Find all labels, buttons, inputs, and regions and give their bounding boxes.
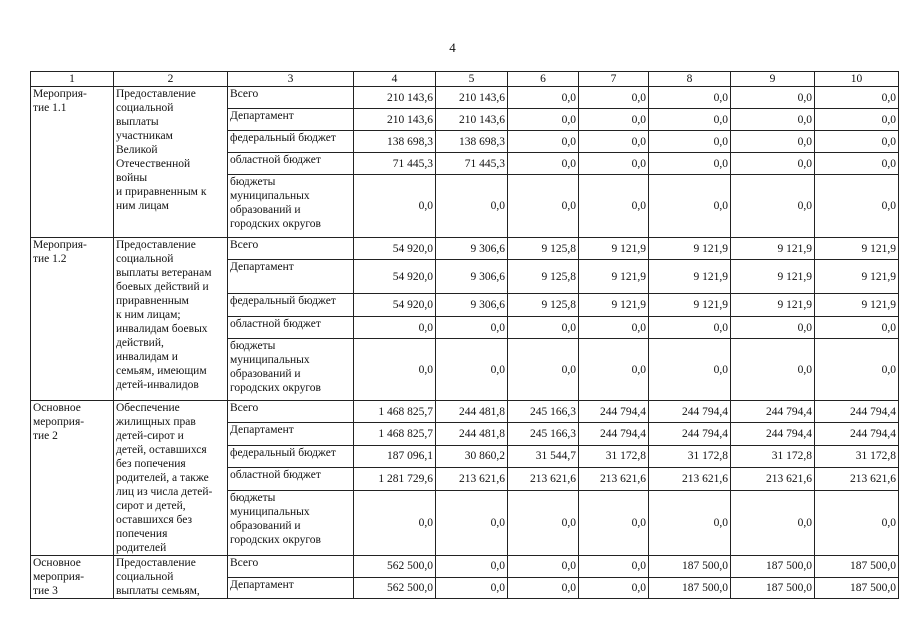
value-cell: 9 306,6 (436, 238, 508, 260)
value-cell: 1 281 729,6 (354, 467, 436, 490)
value-cell: 187 500,0 (649, 577, 731, 599)
value-cell: 0,0 (579, 153, 649, 175)
value-cell: 213 621,6 (731, 467, 815, 490)
value-cell: 244 481,8 (436, 423, 508, 445)
value-cell: 138 698,3 (354, 131, 436, 153)
funding-source: Всего (228, 556, 354, 578)
value-cell: 0,0 (508, 153, 579, 175)
value-cell: 1 468 825,7 (354, 401, 436, 423)
value-cell: 9 121,9 (815, 260, 899, 294)
value-cell: 562 500,0 (354, 577, 436, 599)
column-header: 9 (731, 72, 815, 87)
value-cell: 213 621,6 (436, 467, 508, 490)
value-cell: 187 096,1 (354, 445, 436, 467)
value-cell: 0,0 (649, 87, 731, 109)
funding-source: Департамент (228, 260, 354, 294)
value-cell: 245 166,3 (508, 401, 579, 423)
funding-source: Департамент (228, 423, 354, 445)
value-cell: 0,0 (579, 339, 649, 401)
column-header: 4 (354, 72, 436, 87)
value-cell: 244 794,4 (731, 401, 815, 423)
value-cell: 244 794,4 (815, 401, 899, 423)
value-cell: 0,0 (815, 175, 899, 238)
funding-source: бюджеты муниципальных образований и городских округов (228, 339, 354, 401)
value-cell: 9 121,9 (579, 238, 649, 260)
value-cell: 0,0 (508, 131, 579, 153)
budget-table (30, 71, 899, 599)
value-cell: 0,0 (731, 87, 815, 109)
value-cell: 31 544,7 (508, 445, 579, 467)
value-cell: 187 500,0 (649, 556, 731, 578)
measure-description: Предоставление социальной выплаты участникам Великой Отечественной войны и приравненным к ним лицам (114, 87, 228, 238)
value-cell: 9 121,9 (649, 294, 731, 317)
value-cell: 0,0 (579, 109, 649, 131)
value-cell: 0,0 (436, 317, 508, 339)
funding-source: областной бюджет (228, 467, 354, 490)
funding-source: федеральный бюджет (228, 294, 354, 317)
value-cell: 31 172,8 (579, 445, 649, 467)
value-cell: 0,0 (731, 131, 815, 153)
value-cell: 0,0 (815, 153, 899, 175)
value-cell: 9 121,9 (731, 260, 815, 294)
measure-description: Обеспечение жилищных прав детей-сирот и детей, оставшихся без попечения родителей, а также лиц из числа детей- сирот и детей, оставшихся без попечения родителей (114, 401, 228, 556)
value-cell: 31 172,8 (649, 445, 731, 467)
funding-source: федеральный бюджет (228, 131, 354, 153)
value-cell: 0,0 (815, 339, 899, 401)
value-cell: 0,0 (579, 131, 649, 153)
value-cell: 0,0 (815, 491, 899, 556)
value-cell: 0,0 (508, 556, 579, 578)
value-cell: 244 481,8 (436, 401, 508, 423)
value-cell: 0,0 (815, 317, 899, 339)
value-cell: 9 121,9 (649, 260, 731, 294)
value-cell: 0,0 (579, 491, 649, 556)
value-cell: 0,0 (579, 317, 649, 339)
value-cell: 0,0 (354, 339, 436, 401)
value-cell: 210 143,6 (354, 109, 436, 131)
value-cell: 0,0 (649, 317, 731, 339)
value-cell: 9 125,8 (508, 294, 579, 317)
table-row (31, 401, 899, 423)
value-cell: 210 143,6 (436, 87, 508, 109)
value-cell: 1 468 825,7 (354, 423, 436, 445)
value-cell: 9 125,8 (508, 238, 579, 260)
value-cell: 0,0 (815, 87, 899, 109)
column-header: 10 (815, 72, 899, 87)
measure-name: Основное мероприя- тие 3 (31, 556, 114, 599)
measure-name: Основное мероприя- тие 2 (31, 401, 114, 556)
column-header: 2 (114, 72, 228, 87)
value-cell: 54 920,0 (354, 238, 436, 260)
value-cell: 0,0 (354, 491, 436, 556)
funding-source: Всего (228, 401, 354, 423)
value-cell: 9 121,9 (815, 294, 899, 317)
value-cell: 210 143,6 (436, 109, 508, 131)
column-header: 1 (31, 72, 114, 87)
value-cell: 9 306,6 (436, 260, 508, 294)
value-cell: 244 794,4 (649, 401, 731, 423)
value-cell: 0,0 (436, 339, 508, 401)
value-cell: 71 445,3 (436, 153, 508, 175)
value-cell: 31 172,8 (731, 445, 815, 467)
value-cell: 0,0 (649, 109, 731, 131)
value-cell: 244 794,4 (579, 423, 649, 445)
measure-name: Мероприя- тие 1.1 (31, 87, 114, 238)
value-cell: 0,0 (649, 491, 731, 556)
value-cell: 244 794,4 (731, 423, 815, 445)
value-cell: 9 121,9 (649, 238, 731, 260)
value-cell: 187 500,0 (731, 577, 815, 599)
value-cell: 0,0 (436, 175, 508, 238)
funding-source: Департамент (228, 109, 354, 131)
value-cell: 0,0 (731, 491, 815, 556)
value-cell: 0,0 (815, 131, 899, 153)
value-cell: 54 920,0 (354, 260, 436, 294)
value-cell: 244 794,4 (815, 423, 899, 445)
value-cell: 0,0 (436, 556, 508, 578)
value-cell: 0,0 (731, 109, 815, 131)
measure-description: Предоставление социальной выплаты ветеранам боевых действий и приравненным к ним лицам; инвалидам боевых действий, инвалидам и семьям, имеющим детей-инвалидов (114, 238, 228, 401)
value-cell: 0,0 (508, 491, 579, 556)
value-cell: 0,0 (579, 175, 649, 238)
funding-source: Всего (228, 238, 354, 260)
table-row (31, 87, 899, 109)
value-cell: 0,0 (649, 339, 731, 401)
value-cell: 0,0 (579, 87, 649, 109)
value-cell: 0,0 (436, 577, 508, 599)
funding-source: бюджеты муниципальных образований и городских округов (228, 175, 354, 238)
value-cell: 0,0 (354, 317, 436, 339)
funding-source: бюджеты муниципальных образований и городских округов (228, 491, 354, 556)
value-cell: 245 166,3 (508, 423, 579, 445)
value-cell: 0,0 (649, 153, 731, 175)
column-header: 3 (228, 72, 354, 87)
measure-name: Мероприя- тие 1.2 (31, 238, 114, 401)
value-cell: 0,0 (508, 109, 579, 131)
value-cell: 210 143,6 (354, 87, 436, 109)
value-cell: 9 121,9 (731, 238, 815, 260)
value-cell: 0,0 (436, 491, 508, 556)
value-cell: 9 121,9 (579, 294, 649, 317)
value-cell: 213 621,6 (649, 467, 731, 490)
value-cell: 31 172,8 (815, 445, 899, 467)
value-cell: 0,0 (731, 317, 815, 339)
value-cell: 0,0 (508, 87, 579, 109)
table-row (31, 556, 899, 578)
value-cell: 71 445,3 (354, 153, 436, 175)
measure-description: Предоставление социальной выплаты семьям, (114, 556, 228, 599)
table-row (31, 238, 899, 260)
funding-source: Всего (228, 87, 354, 109)
column-header: 5 (436, 72, 508, 87)
value-cell: 9 306,6 (436, 294, 508, 317)
funding-source: областной бюджет (228, 317, 354, 339)
value-cell: 0,0 (354, 175, 436, 238)
value-cell: 213 621,6 (508, 467, 579, 490)
column-header: 7 (579, 72, 649, 87)
value-cell: 0,0 (649, 175, 731, 238)
value-cell: 0,0 (649, 131, 731, 153)
value-cell: 187 500,0 (731, 556, 815, 578)
value-cell: 213 621,6 (579, 467, 649, 490)
value-cell: 213 621,6 (815, 467, 899, 490)
column-header: 8 (649, 72, 731, 87)
value-cell: 9 121,9 (815, 238, 899, 260)
value-cell: 0,0 (815, 109, 899, 131)
value-cell: 0,0 (731, 153, 815, 175)
funding-source: Департамент (228, 577, 354, 599)
value-cell: 30 860,2 (436, 445, 508, 467)
value-cell: 0,0 (579, 577, 649, 599)
value-cell: 138 698,3 (436, 131, 508, 153)
value-cell: 0,0 (731, 339, 815, 401)
value-cell: 0,0 (508, 175, 579, 238)
value-cell: 0,0 (508, 577, 579, 599)
value-cell: 244 794,4 (649, 423, 731, 445)
value-cell: 0,0 (731, 175, 815, 238)
value-cell: 0,0 (508, 339, 579, 401)
value-cell: 9 125,8 (508, 260, 579, 294)
page-number: 4 (449, 40, 456, 55)
funding-source: областной бюджет (228, 153, 354, 175)
column-header: 6 (508, 72, 579, 87)
value-cell: 0,0 (579, 556, 649, 578)
value-cell: 0,0 (508, 317, 579, 339)
value-cell: 9 121,9 (731, 294, 815, 317)
value-cell: 187 500,0 (815, 577, 899, 599)
funding-source: федеральный бюджет (228, 445, 354, 467)
value-cell: 187 500,0 (815, 556, 899, 578)
value-cell: 54 920,0 (354, 294, 436, 317)
value-cell: 9 121,9 (579, 260, 649, 294)
header-row (31, 72, 899, 87)
value-cell: 244 794,4 (579, 401, 649, 423)
value-cell: 562 500,0 (354, 556, 436, 578)
